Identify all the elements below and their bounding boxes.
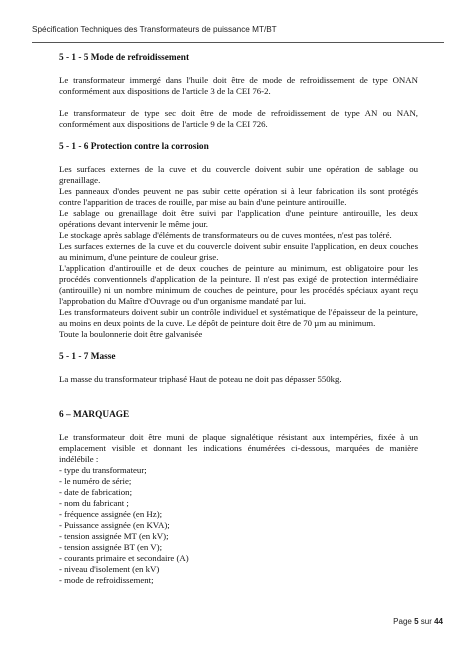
list-item: - type du transformateur; [59, 465, 147, 475]
list-item: - le numéro de série; [59, 476, 132, 486]
paragraph-cooling-dry: Le transformateur de type sec doit être de mode de refroidissement de type AN ou NAN, conformément aux dispositions de l'article 9 de la CEI 726. [59, 108, 418, 129]
list-item: - mode de refroidissement; [59, 575, 154, 585]
list-item: - tension assignée BT (en V); [59, 542, 163, 552]
list-item: - tension assignée MT (en kV); [59, 531, 169, 541]
page-separator: sur [418, 617, 435, 626]
list-item: - courants primaire et secondaire (A) [59, 553, 189, 563]
list-item: - Puissance assignée (en KVA); [59, 520, 170, 530]
marking-list [59, 465, 418, 586]
current-page: 5 [414, 617, 419, 626]
paragraph-corrosion-4: Le stockage après sablage d'éléments de transformateurs ou de cuves montées, n'est pas toléré. [59, 230, 392, 240]
paragraph-corrosion-1: Les surfaces externes de la cuve et du couvercle doivent subir une opération de sablage ou grenaillage. [59, 164, 418, 185]
section-title-cooling: 5 - 1 - 5 Mode de refroidissement [59, 53, 190, 63]
list-item: - date de fabrication; [59, 487, 133, 497]
paragraph-marking: Le transformateur doit être muni de plaque signalétique résistant aux intempéries, fixée à un emplacement visible et donnant les indications énumérées ci-dessous, marquées de manière indélébile : [59, 432, 418, 464]
paragraph-mass: La masse du transformateur triphasé Haut de poteau ne doit pas dépasser 550kg. [59, 374, 342, 384]
list-item: - fréquence assignée (en Hz); [59, 509, 163, 519]
page-content [59, 53, 418, 586]
list-item: - niveau d'isolement (en kV) [59, 564, 160, 574]
list-item: - nom du fabricant ; [59, 498, 129, 508]
page-label: Page [393, 617, 415, 626]
running-header: Spécification Techniques des Transformateurs de puissance MT/BT [32, 25, 277, 34]
paragraph-cooling-oil: Le transformateur immergé dans l'huile doit être de mode de refroidissement de type ONAN conformément aux dispositions de l'article 3 de la CEI 76-2. [59, 75, 418, 96]
section-title-mass: 5 - 1 - 7 Masse [59, 352, 116, 362]
paragraph-corrosion-2: Les panneaux d'ondes peuvent ne pas subir cette opération si à leur fabrication ils sont protégés contre l'apparition de traces de rouille, par mise au bain d'une peinture antirouille. [59, 186, 418, 207]
section-title-corrosion: 5 - 1 - 6 Protection contre la corrosion [59, 142, 209, 152]
total-pages: 44 [434, 617, 443, 626]
page-number [393, 617, 443, 626]
paragraph-corrosion-5: Les surfaces externes de la cuve et du couvercle doivent subir ensuite l'application, en deux couches au minimum, d'une peinture de couleur grise. [59, 241, 418, 262]
paragraph-corrosion-8: Toute la boulonnerie doit être galvanisée [59, 329, 203, 339]
section-title-marking: 6 – MARQUAGE [59, 410, 130, 420]
paragraph-corrosion-7: Les transformateurs doivent subir un contrôle individuel et systématique de l'épaisseur de la peinture, au moins en deux points de la cuve. Le dépôt de peinture doit être de 70 µm au minimum. [59, 307, 418, 328]
header-divider [32, 42, 444, 43]
paragraph-corrosion-3: Le sablage ou grenaillage doit être suivi par l'application d'une peinture antirouille, les deux opérations devant intervenir le même jour. [59, 208, 418, 229]
paragraph-corrosion-6: L'application d'antirouille et de deux couches de peinture au minimum, est obligatoire pour les procédés conventionnels d'application de la peinture. Il n'est pas exigé de protection intermédiaire (antirouille) ni un nombre minimum de couches de peinture, pour les procédés spéciaux ayant reçu l'approbation du Maître d'Ouvrage ou d'un organisme mandaté par lui. [59, 263, 418, 306]
